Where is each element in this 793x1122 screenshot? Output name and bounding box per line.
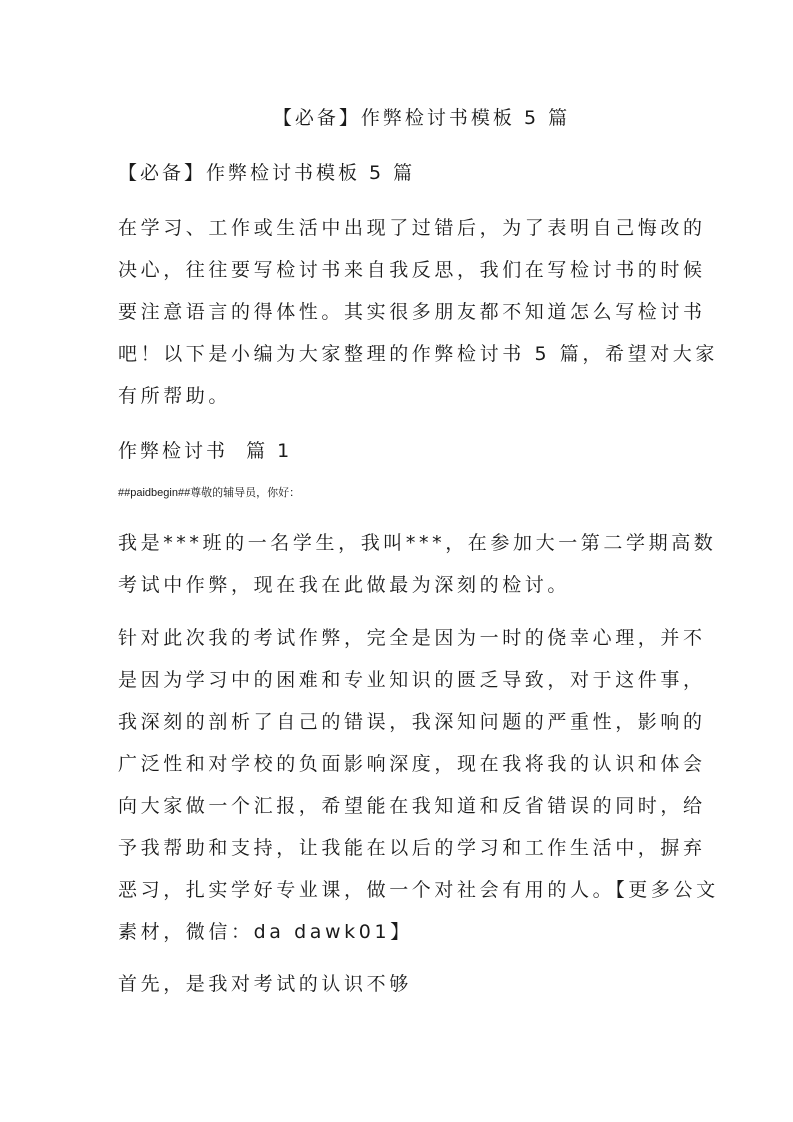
text-line: 素材，微信：da dawk01】 bbox=[118, 921, 413, 943]
paragraph-2 bbox=[118, 617, 719, 953]
text-line: 我深刻的剖析了自己的错误，我深知问题的严重性，影响的 bbox=[118, 711, 706, 733]
paragraph-3-heading: 首先，是我对考试的认识不够 bbox=[118, 973, 412, 995]
text-line: 考试中作弊，现在我在此做最为深刻的检讨。 bbox=[118, 574, 571, 596]
text-line: 决心，往往要写检讨书来自我反思，我们在写检讨书的时候 bbox=[118, 259, 706, 281]
salutation: ##paidbegin##尊敬的辅导员，你好： bbox=[118, 487, 301, 499]
document-title: 【必备】作弊检讨书模板 5 篇 bbox=[272, 107, 571, 129]
section-heading: 作弊检讨书 篇 1 bbox=[118, 440, 293, 462]
text-line: 有所帮助。 bbox=[118, 385, 232, 407]
document-subtitle: 【必备】作弊检讨书模板 5 篇 bbox=[118, 162, 416, 184]
intro-paragraph bbox=[118, 207, 718, 417]
text-line: 广泛性和对学校的负面影响深度，现在我将我的认识和体会 bbox=[118, 753, 706, 775]
paragraph-1 bbox=[118, 522, 717, 606]
text-line: 予我帮助和支持，让我能在以后的学习和工作生活中，摒弃 bbox=[118, 837, 706, 859]
text-line: 在学习、工作或生活中出现了过错后，为了表明自己悔改的 bbox=[118, 217, 706, 239]
text-line: 是因为学习中的困难和专业知识的匮乏导致，对于这件事， bbox=[118, 669, 706, 691]
text-line: 向大家做一个汇报，希望能在我知道和反省错误的同时，给 bbox=[118, 795, 706, 817]
text-line: 吧！以下是小编为大家整理的作弊检讨书 5 篇，希望对大家 bbox=[118, 343, 718, 365]
text-line: 恶习，扎实学好专业课，做一个对社会有用的人。【更多公文 bbox=[118, 879, 719, 901]
text-line: 要注意语言的得体性。其实很多朋友都不知道怎么写检讨书 bbox=[118, 301, 706, 323]
text-line: 针对此次我的考试作弊，完全是因为一时的侥幸心理，并不 bbox=[118, 627, 706, 649]
text-line: 我是***班的一名学生，我叫***，在参加大一第二学期高数 bbox=[118, 532, 717, 554]
